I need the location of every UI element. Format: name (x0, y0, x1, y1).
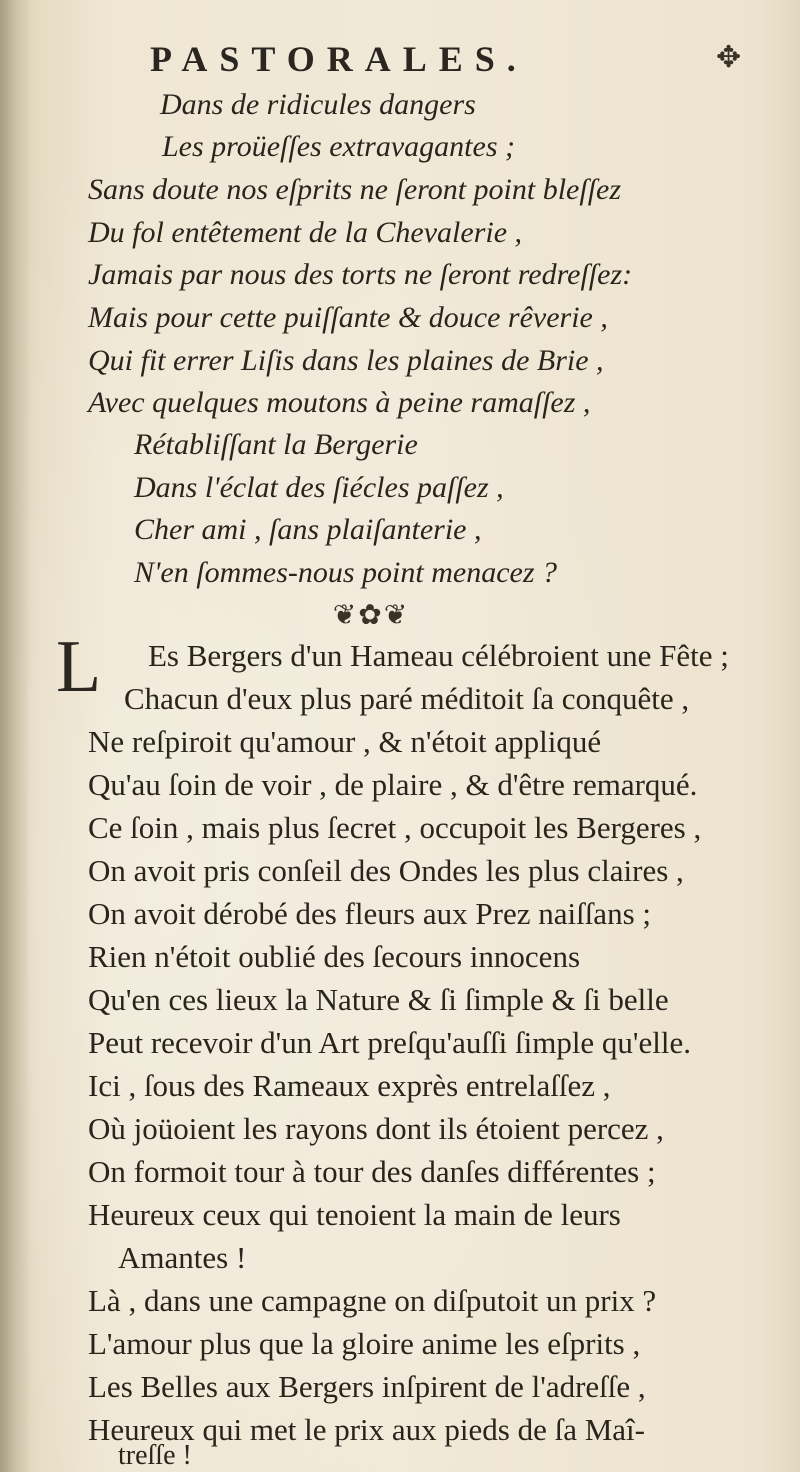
verse-line: Du fol entêtement de la Chevalerie , (88, 216, 523, 249)
text-line: On avoit pris conſeil des Ondes les plus claires , (88, 853, 684, 888)
text-line: Peut recevoir d'un Art preſqu'auſſi ſimple qu'elle. (88, 1025, 692, 1060)
text-line: L'amour plus que la gloire anime les eſprits , (88, 1326, 641, 1361)
text-line: Heureux ceux qui tenoient la main de leurs (88, 1197, 621, 1232)
verse-line: Qui fit errer Liſis dans les plaines de Brie , (88, 344, 604, 377)
ornament-divider: ❦✿❦ (332, 598, 410, 631)
text-line: Es Bergers d'un Hameau célébroient une Fête ; (148, 638, 729, 673)
text-line: Qu'en ces lieux la Nature & ſi ſimple & ſi belle (88, 982, 669, 1017)
verse-line: Avec quelques moutons à peine ramaſſez , (88, 386, 591, 419)
verse-line: Rétabliſſant la Bergerie (134, 428, 418, 461)
corner-ornament-icon: ✥ (716, 40, 742, 75)
verse-line: Cher ami , ſans plaiſanterie , (134, 513, 482, 546)
verse-line: Mais pour cette puiſſante & douce rêverie , (88, 301, 608, 334)
text-line: Ce ſoin , mais plus ſecret , occupoit les Bergeres , (88, 810, 702, 845)
text-line: Les Belles aux Bergers inſpirent de l'adreſſe , (88, 1369, 646, 1404)
text-line: On avoit dérobé des fleurs aux Prez naiſſans ; (88, 896, 651, 931)
text-line: On formoit tour à tour des danſes différentes ; (88, 1154, 656, 1189)
verse-line: Sans doute nos eſprits ne ſeront point bleſſez (88, 173, 622, 206)
verse-line: Les proüeſſes extravagantes ; (162, 130, 515, 163)
text-line: treſſe ! (118, 1440, 192, 1471)
running-header: PASTORALES. (150, 39, 528, 79)
text-line: Chacun d'eux plus paré méditoit ſa conquête , (124, 681, 690, 716)
text-line: Ici , ſous des Rameaux exprès entrelaſſez , (88, 1068, 611, 1103)
verse-line: Dans l'éclat des ſiécles paſſez , (134, 471, 504, 504)
text-line: Heureux qui met le prix aux pieds de ſa Maî- (88, 1412, 645, 1447)
drop-cap: L (56, 626, 102, 708)
text-line: Qu'au ſoin de voir , de plaire , & d'être remarqué. (88, 767, 698, 802)
text-line: Ne reſpiroit qu'amour , & n'étoit appliqué (88, 724, 602, 759)
verse-line: N'en ſommes-nous point menacez ? (134, 556, 558, 589)
text-line: Où joüoient les rayons dont ils étoient percez , (88, 1111, 664, 1146)
verse-line: Dans de ridicules dangers (160, 88, 476, 121)
page-gutter (0, 0, 30, 1472)
text-line: Amantes ! (118, 1240, 247, 1275)
text-line: Là , dans une campagne on diſputoit un prix ? (88, 1283, 657, 1318)
text-line: Rien n'étoit oublié des ſecours innocens (88, 939, 581, 974)
verse-line: Jamais par nous des torts ne ſeront redreſſez: (88, 258, 633, 291)
